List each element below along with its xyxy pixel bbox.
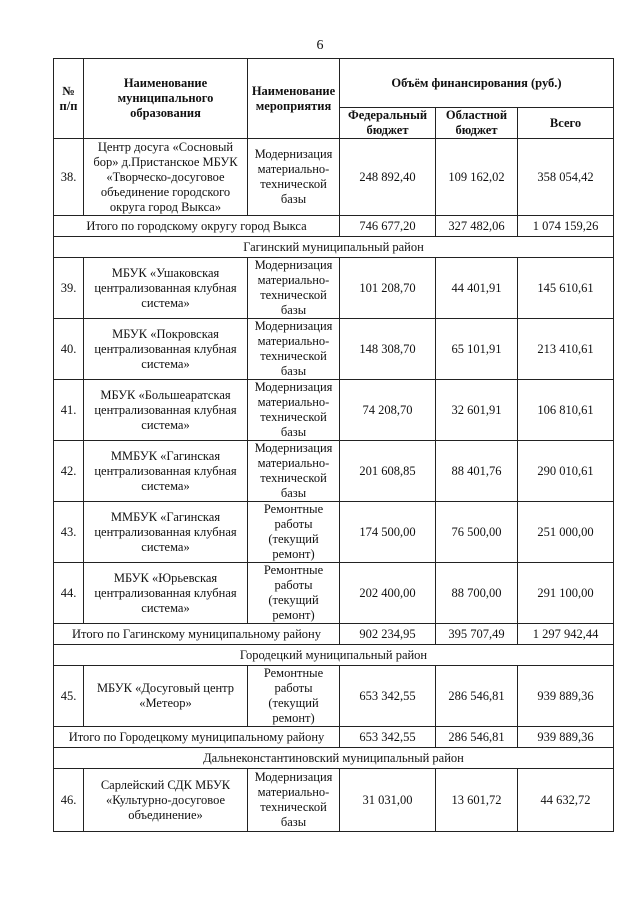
- row-name: МБУК «Досуговый центр «Метеор»: [84, 666, 248, 727]
- row-regional: 76 500,00: [436, 502, 518, 563]
- row-event: Модернизация материально- технической базы: [248, 769, 340, 832]
- row-num: 44.: [54, 563, 84, 624]
- section-row: [54, 748, 614, 769]
- row-regional: 88 700,00: [436, 563, 518, 624]
- row-regional: 65 101,91: [436, 319, 518, 380]
- row-federal: 202 400,00: [340, 563, 436, 624]
- row-num: 41.: [54, 380, 84, 441]
- row-event: Ремонтные работы (текущий ремонт): [248, 563, 340, 624]
- row-regional: 32 601,91: [436, 380, 518, 441]
- row-federal: 248 892,40: [340, 139, 436, 216]
- row-total: 106 810,61: [518, 380, 614, 441]
- row-name: Центр досуга «Сосновый бор» д.Пристанское МБУК «Творческо-досуговое объединение городского округа город Выкса»: [84, 139, 248, 216]
- total-sum: 1 297 942,44: [518, 624, 614, 645]
- row-name: Сарлейский СДК МБУК «Культурно-досуговое объединение»: [84, 769, 248, 832]
- total-sum: 1 074 159,26: [518, 216, 614, 237]
- row-federal: 148 308,70: [340, 319, 436, 380]
- row-total: 290 010,61: [518, 441, 614, 502]
- row-num: 42.: [54, 441, 84, 502]
- row-num: 39.: [54, 258, 84, 319]
- total-federal: 653 342,55: [340, 727, 436, 748]
- row-total: 251 000,00: [518, 502, 614, 563]
- row-total: 44 632,72: [518, 769, 614, 832]
- table-row: [54, 502, 614, 563]
- row-total: 291 100,00: [518, 563, 614, 624]
- row-federal: 101 208,70: [340, 258, 436, 319]
- section-title: Гагинский муниципальный район: [54, 237, 614, 258]
- header-federal: Федеральный бюджет: [340, 108, 436, 139]
- table-row: [54, 139, 614, 216]
- header-num: № п/п: [54, 59, 84, 139]
- row-num: 40.: [54, 319, 84, 380]
- table-row: [54, 319, 614, 380]
- total-label: Итого по Гагинскому муниципальному району: [54, 624, 340, 645]
- total-row-gorodets: [54, 727, 614, 748]
- row-num: 45.: [54, 666, 84, 727]
- row-event: Модернизация материально- технической базы: [248, 258, 340, 319]
- total-row-vyksa: [54, 216, 614, 237]
- page-number: 6: [316, 38, 324, 53]
- row-federal: 31 031,00: [340, 769, 436, 832]
- total-row-gagino: [54, 624, 614, 645]
- total-federal: 746 677,20: [340, 216, 436, 237]
- row-num: 38.: [54, 139, 84, 216]
- row-federal: 74 208,70: [340, 380, 436, 441]
- row-total: 213 410,61: [518, 319, 614, 380]
- row-federal: 201 608,85: [340, 441, 436, 502]
- row-regional: 286 546,81: [436, 666, 518, 727]
- header-row: [54, 59, 614, 108]
- section-row: [54, 237, 614, 258]
- row-federal: 653 342,55: [340, 666, 436, 727]
- row-regional: 44 401,91: [436, 258, 518, 319]
- row-total: 939 889,36: [518, 666, 614, 727]
- row-event: Модернизация материально- технической базы: [248, 441, 340, 502]
- header-event: Наименование мероприятия: [248, 59, 340, 139]
- row-name: ММБУК «Гагинская централизованная клубная система»: [84, 441, 248, 502]
- header-funding: Объём финансирования (руб.): [340, 59, 614, 108]
- row-event: Модернизация материально- технической базы: [248, 380, 340, 441]
- total-regional: 286 546,81: [436, 727, 518, 748]
- total-sum: 939 889,36: [518, 727, 614, 748]
- section-title: Дальнеконстантиновский муниципальный район: [54, 748, 614, 769]
- table-row: [54, 563, 614, 624]
- total-regional: 327 482,06: [436, 216, 518, 237]
- header-regional: Областной бюджет: [436, 108, 518, 139]
- total-label: Итого по Городецкому муниципальному району: [54, 727, 340, 748]
- row-event: Ремонтные работы (текущий ремонт): [248, 666, 340, 727]
- table-row: [54, 666, 614, 727]
- row-name: МБУК «Покровская централизованная клубная система»: [84, 319, 248, 380]
- row-event: Модернизация материально- технической базы: [248, 319, 340, 380]
- row-event: Ремонтные работы (текущий ремонт): [248, 502, 340, 563]
- table-row: [54, 769, 614, 832]
- table-row: [54, 258, 614, 319]
- table-row: [54, 441, 614, 502]
- section-row: [54, 645, 614, 666]
- total-regional: 395 707,49: [436, 624, 518, 645]
- row-regional: 109 162,02: [436, 139, 518, 216]
- row-regional: 13 601,72: [436, 769, 518, 832]
- row-num: 46.: [54, 769, 84, 832]
- header-municipality: Наименование муниципального образования: [84, 59, 248, 139]
- row-total: 145 610,61: [518, 258, 614, 319]
- row-name: ММБУК «Гагинская централизованная клубная система»: [84, 502, 248, 563]
- row-name: МБУК «Большеаратская централизованная клубная система»: [84, 380, 248, 441]
- row-num: 43.: [54, 502, 84, 563]
- table-row: [54, 380, 614, 441]
- row-total: 358 054,42: [518, 139, 614, 216]
- row-regional: 88 401,76: [436, 441, 518, 502]
- row-name: МБУК «Юрьевская централизованная клубная система»: [84, 563, 248, 624]
- row-event: Модернизация материально- технической базы: [248, 139, 340, 216]
- total-label: Итого по городскому округу город Выкса: [54, 216, 340, 237]
- header-total: Всего: [518, 108, 614, 139]
- row-name: МБУК «Ушаковская централизованная клубная система»: [84, 258, 248, 319]
- section-title: Городецкий муниципальный район: [54, 645, 614, 666]
- total-federal: 902 234,95: [340, 624, 436, 645]
- row-federal: 174 500,00: [340, 502, 436, 563]
- funding-table: [53, 58, 614, 832]
